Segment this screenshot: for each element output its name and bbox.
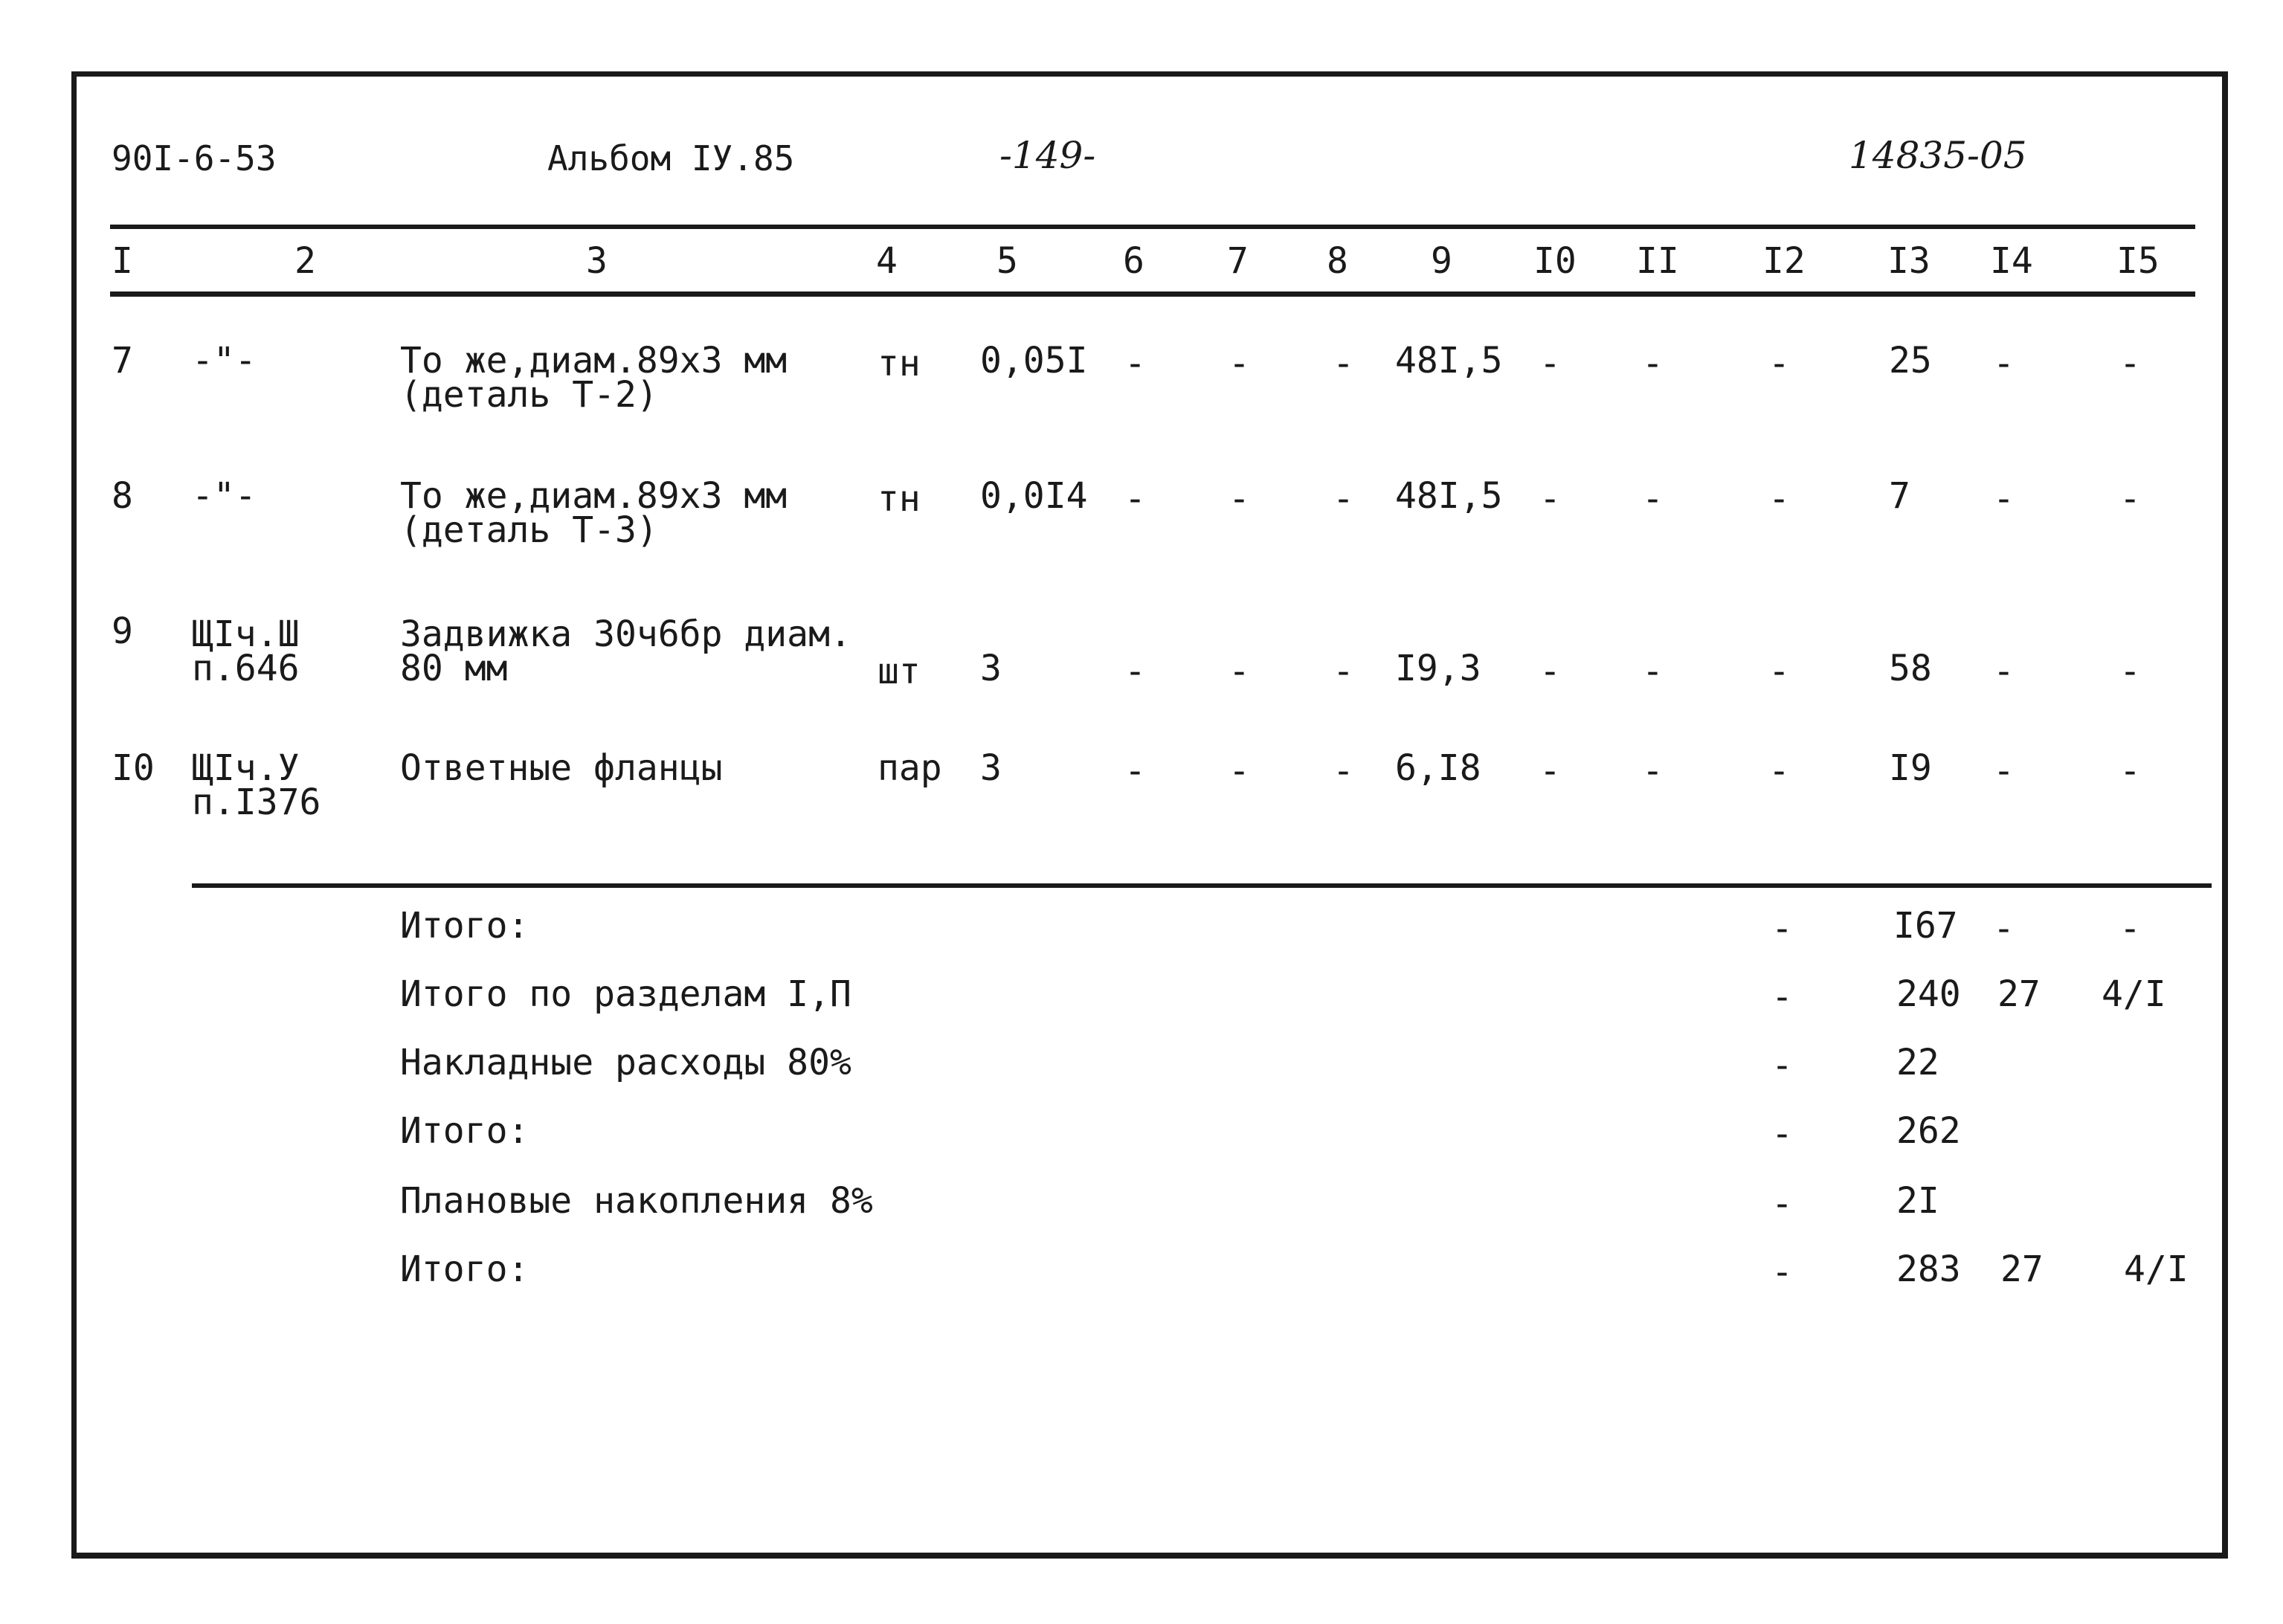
row-number: 9	[112, 610, 133, 652]
totals-col12: -	[1771, 1113, 1793, 1155]
col13-cell: 7	[1889, 475, 1910, 517]
col-header-4: 4	[876, 240, 898, 282]
totals-col13: 262	[1896, 1110, 1961, 1152]
col-header-13: I3	[1887, 240, 1931, 282]
description-cell: То же,диам.89х3 мм (деталь Т-3)	[400, 475, 788, 551]
totals-rule	[192, 883, 2212, 888]
quantity-cell: 3	[980, 648, 1002, 689]
album-label: Альбом IУ.85	[547, 138, 795, 178]
totals-label: Итого:	[400, 1110, 529, 1152]
col13-cell: I9	[1889, 747, 1932, 789]
col8-cell: -	[1333, 478, 1354, 520]
totals-col12: -	[1771, 1045, 1793, 1086]
col14-cell: -	[1993, 478, 2015, 520]
col10-cell: -	[1539, 478, 1561, 520]
col7-cell: -	[1229, 478, 1250, 520]
col11-cell: -	[1642, 750, 1664, 792]
col-header-1: I	[112, 240, 133, 282]
col-header-11: II	[1636, 240, 1679, 282]
totals-col15: -	[2119, 908, 2141, 950]
col6-cell: -	[1124, 750, 1146, 792]
col-header-6: 6	[1123, 240, 1144, 282]
totals-label: Итого:	[400, 1248, 529, 1290]
col12-cell: -	[1768, 478, 1790, 520]
col6-cell: -	[1124, 651, 1146, 692]
col11-cell: -	[1642, 478, 1664, 520]
col8-cell: -	[1333, 651, 1354, 692]
col9-cell: 48I,5	[1395, 340, 1503, 381]
col-header-7: 7	[1227, 240, 1249, 282]
totals-col13: I67	[1893, 905, 1958, 947]
col6-cell: -	[1124, 478, 1146, 520]
totals-col12: -	[1771, 908, 1793, 950]
col8-cell: -	[1333, 750, 1354, 792]
col-header-12: I2	[1762, 240, 1806, 282]
totals-col13: 283	[1896, 1248, 1961, 1290]
col13-cell: 58	[1889, 648, 1932, 689]
col9-cell: 48I,5	[1395, 475, 1503, 517]
col10-cell: -	[1539, 750, 1561, 792]
ref-cell: -"-	[192, 340, 257, 381]
col12-cell: -	[1768, 750, 1790, 792]
row-number: 8	[112, 475, 133, 517]
totals-col15: 4/I	[2124, 1248, 2189, 1290]
col14-cell: -	[1993, 651, 2015, 692]
totals-col13: 240	[1896, 973, 1961, 1015]
col7-cell: -	[1229, 750, 1250, 792]
col-header-10: I0	[1533, 240, 1577, 282]
ref-cell: -"-	[192, 475, 257, 517]
quantity-cell: 0,0I4	[980, 475, 1088, 517]
totals-label: Итого:	[400, 905, 529, 947]
header-top-rule	[110, 225, 2195, 229]
totals-label: Накладные расходы 80%	[400, 1042, 851, 1083]
col8-cell: -	[1333, 343, 1354, 384]
col7-cell: -	[1229, 343, 1250, 384]
totals-col14: 27	[1997, 973, 2041, 1015]
col15-cell: -	[2119, 750, 2141, 792]
col6-cell: -	[1124, 343, 1146, 384]
col7-cell: -	[1229, 651, 1250, 692]
col-header-2: 2	[294, 240, 316, 282]
totals-col12: -	[1771, 976, 1793, 1018]
col9-cell: 6,I8	[1395, 747, 1481, 789]
col12-cell: -	[1768, 651, 1790, 692]
ref-cell: ЩIч.Ш п.646	[192, 613, 300, 689]
totals-col12: -	[1771, 1183, 1793, 1225]
totals-col13: 22	[1896, 1042, 1939, 1083]
totals-col14: -	[1993, 908, 2015, 950]
col10-cell: -	[1539, 651, 1561, 692]
col11-cell: -	[1642, 343, 1664, 384]
row-number: I0	[112, 747, 155, 789]
totals-col14: 27	[2000, 1248, 2044, 1290]
unit-cell: тн	[878, 478, 921, 520]
header-bottom-rule	[110, 291, 2195, 297]
description-cell: Задвижка 30ч6бр диам. 80 мм	[400, 613, 851, 689]
col-header-5: 5	[996, 240, 1018, 282]
col-header-9: 9	[1431, 240, 1452, 282]
totals-col12: -	[1771, 1251, 1793, 1293]
totals-label: Плановые накопления 8%	[400, 1180, 873, 1222]
quantity-cell: 3	[980, 747, 1002, 789]
col-header-15: I5	[2116, 240, 2160, 282]
col15-cell: -	[2119, 651, 2141, 692]
totals-col15: 4/I	[2102, 973, 2166, 1015]
unit-cell: пар	[878, 747, 942, 789]
row-number: 7	[112, 340, 133, 381]
col10-cell: -	[1539, 343, 1561, 384]
unit-cell: шт	[878, 651, 921, 692]
unit-cell: тн	[878, 343, 921, 384]
col9-cell: I9,3	[1395, 648, 1481, 689]
col12-cell: -	[1768, 343, 1790, 384]
doc-code: 90I-6-53	[112, 138, 277, 178]
ref-cell: ЩIч.У п.I376	[192, 747, 321, 823]
col-header-8: 8	[1327, 240, 1348, 282]
totals-label: Итого по разделам I,П	[400, 973, 851, 1015]
description-cell: Ответные фланцы	[400, 747, 723, 789]
page-number: -149-	[999, 134, 1096, 177]
col-header-14: I4	[1990, 240, 2033, 282]
col14-cell: -	[1993, 343, 2015, 384]
col14-cell: -	[1993, 750, 2015, 792]
quantity-cell: 0,05I	[980, 340, 1088, 381]
col-header-3: 3	[586, 240, 608, 282]
description-cell: То же,диам.89х3 мм (деталь Т-2)	[400, 340, 788, 416]
totals-col13: 2I	[1896, 1180, 1939, 1222]
register-number: 14835-05	[1849, 134, 2027, 177]
col15-cell: -	[2119, 343, 2141, 384]
col15-cell: -	[2119, 478, 2141, 520]
col11-cell: -	[1642, 651, 1664, 692]
col13-cell: 25	[1889, 340, 1932, 381]
